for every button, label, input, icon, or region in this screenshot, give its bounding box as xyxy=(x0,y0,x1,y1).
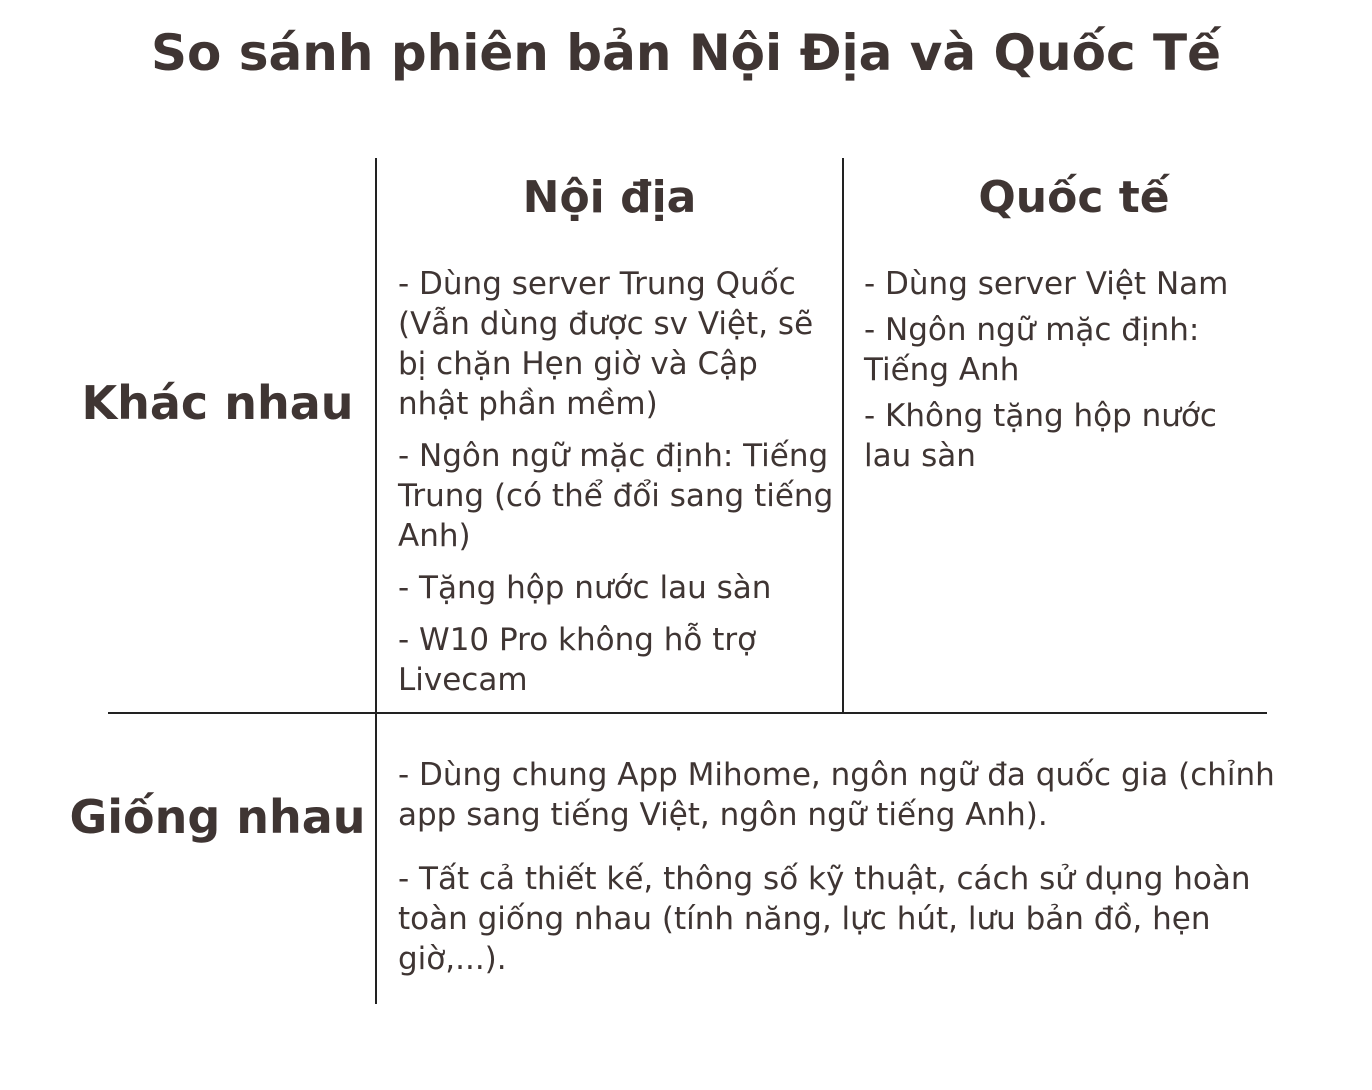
table-divider-horizontal xyxy=(108,712,1267,714)
row-label-different: Khác nhau xyxy=(81,376,354,430)
list-item: - Không tặng hộp nước lau sàn xyxy=(864,398,1217,474)
table-divider-vertical-left xyxy=(375,158,377,1004)
list-item: - Dùng server Trung Quốc (Vẫn dùng được sv Việt, sẽ bị chặn Hẹn giờ và Cập nhật phần mềm) xyxy=(398,266,814,422)
list-item: - Tất cả thiết kế, thông số kỹ thuật, cách sử dụng hoàn toàn giống nhau (tính năng, lực hút, lưu bản đồ, hẹn giờ,...). xyxy=(398,861,1251,977)
cell-different-domestic xyxy=(398,264,838,712)
list-item: - W10 Pro không hỗ trợ Livecam xyxy=(398,622,757,698)
list-item: - Ngôn ngữ mặc định: Tiếng Trung (có thể đổi sang tiếng Anh) xyxy=(398,438,834,554)
cell-same xyxy=(398,755,1298,1003)
list-item: - Ngôn ngữ mặc định: Tiếng Anh xyxy=(864,312,1200,388)
table-divider-vertical-middle xyxy=(842,158,844,714)
column-header-domestic: Nội địa xyxy=(522,172,697,223)
list-item: - Tặng hộp nước lau sàn xyxy=(398,570,772,606)
page-title: So sánh phiên bản Nội Địa và Quốc Tế xyxy=(150,24,1222,82)
cell-different-international xyxy=(864,264,1264,482)
row-label-same: Giống nhau xyxy=(69,790,366,844)
list-item: - Dùng chung App Mihome, ngôn ngữ đa quốc gia (chỉnh app sang tiếng Việt, ngôn ngữ tiếng Anh). xyxy=(398,757,1275,833)
column-header-international: Quốc tế xyxy=(978,172,1170,223)
list-item: - Dùng server Việt Nam xyxy=(864,266,1229,302)
